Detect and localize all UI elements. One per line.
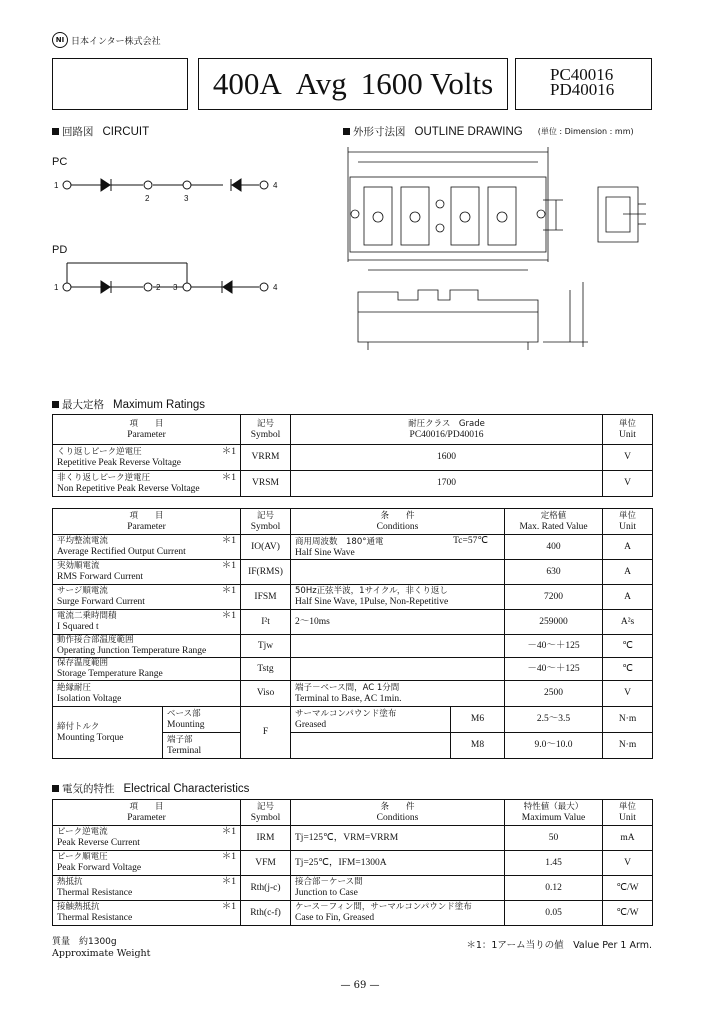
bullet-square-icon [52,785,59,792]
cond-jp: 端子－ベース間，AC 1分間 [295,682,400,693]
header-unit-jp: 単位 [619,510,637,521]
param-jp: 締付トルク [57,721,100,732]
param-jp: 非くり返しピーク逆電圧 [57,472,151,483]
unit-cell: ℃ [603,635,653,658]
header-sym-en: Symbol [250,812,281,823]
electrical-title-en: Electrical Characteristics [123,782,250,795]
page-number: — 69 — [340,980,380,991]
part-number-1: PC40016 [550,65,614,84]
param-en: Thermal Resistance [57,888,133,898]
footnote-mark: ＊1 [221,536,237,546]
pc-pin4-label: 4 [273,181,278,190]
header-unit-jp: 単位 [618,801,636,812]
unit-cell: ℃/W [603,876,653,901]
table-row [53,681,653,707]
outline-title-en: OUTLINE DRAWING [414,125,523,138]
footnote-mark: ＊1 [221,902,236,912]
param-en: Peak Forward Voltage [57,863,142,873]
table-row [53,445,653,471]
symbol-cell: IRM [241,826,291,851]
cond-cell: Tj=125℃，VRM=VRRM [291,826,505,851]
table-row [53,658,653,681]
value-cell: 2500 [505,681,603,707]
symbol-cell: VRSM [241,471,291,497]
header-val-jp: 特性値（最大） [523,801,584,812]
torque-m6-label: M6 [451,707,505,733]
cond-jp: 接合部－ケース間 [295,877,363,887]
header-param-en: Parameter [127,521,166,532]
header-sym-en: Symbol [250,429,281,440]
table-row [53,560,653,585]
header-param-en: Parameter [127,429,166,440]
header-sym-jp: 記号 [257,510,275,521]
footnote-mark: ＊1 [221,611,237,621]
symbol-cell: IF(RMS) [241,560,291,585]
header-val-jp: 定格値 [540,510,567,521]
pc-pin3-terminal [183,181,191,189]
logo-mark: NI [52,32,68,48]
unit-cell: V [603,851,653,876]
param-en: Non Repetitive Peak Reverse Voltage [57,483,200,494]
param-en: I Squared t [57,622,99,632]
pd-pin1-label: 1 [54,283,59,292]
param-jp: ピーク順電圧 [57,852,108,862]
param-en: Repetitive Peak Reverse Voltage [57,457,181,468]
pd-pin1-terminal [63,283,71,291]
cond-en: Terminal to Base, AC 1min. [295,693,402,704]
rating-avg: Avg [295,66,347,101]
rating-current: 400A [212,66,282,101]
outline-title [343,124,634,139]
table-row [53,535,653,560]
cond-jp: 商用周波数 180°通電 [295,536,384,547]
pd-pin2-terminal [144,283,152,291]
unit-cell: A [603,585,653,610]
value-cell: 0.12 [505,876,603,901]
weight-note [52,936,150,960]
param-en: Operating Junction Temperature Range [57,646,207,656]
pd-pin3-terminal [183,283,191,291]
symbol-cell: F [241,707,291,759]
electrical-table [52,799,653,926]
value-cell: 0.05 [505,901,603,926]
weight-jp: 質量 約1300g [52,937,117,947]
value-cell: 1700 [291,471,603,497]
param-en: Storage Temperature Range [57,669,163,679]
symbol-cell: IFSM [241,585,291,610]
pc-pin2-label: 2 [145,194,150,203]
table-row [53,826,653,851]
value-cell: －40～＋125 [505,635,603,658]
cond-jp: 2～10ms [295,616,330,627]
unit-cell: ℃/W [603,901,653,926]
header-grade-en: PC40016/PD40016 [409,429,484,440]
param-jp: 平均整流電流 [57,536,109,546]
max-ratings-title [52,397,205,412]
header-cond-jp: 条 件 [380,510,415,521]
bullet-square-icon [52,401,59,408]
table-row [53,610,653,635]
footnote: ＊1：1アーム当りの値 Value Per 1 Arm. [466,940,652,951]
bullet-square-icon [343,128,350,135]
part-number-2: PD40016 [550,80,615,99]
unit-cell: mA [603,826,653,851]
param-en: Mounting Torque [57,732,124,743]
value-cell: 50 [505,826,603,851]
outline-drawing [338,142,658,357]
param-jp: 絶縁耐圧 [57,682,92,693]
header-cond-jp: 条 件 [380,801,415,812]
cond-en: Junction to Case [295,888,358,898]
pc-diode2-icon [232,179,241,191]
header-blank-box [52,58,188,110]
footnote-mark: ＊1 [221,586,237,596]
cond-en: Half Sine Wave, 1Pulse, Non-Repetitive [295,597,449,607]
footnote-mark: ＊1 [221,472,236,483]
table-row [53,585,653,610]
header-part-box [515,58,652,110]
pc-pin4-terminal [260,181,268,189]
table-row [53,851,653,876]
torque-term-jp: 端子部 [167,734,193,745]
pd-pin4-terminal [260,283,268,291]
pd-diode1-icon [101,281,110,293]
circuit-title-jp: 回路図 [62,126,94,138]
max-ratings-title-en: Maximum Ratings [113,398,206,411]
param-jp: 動作接合部温度範囲 [57,635,134,645]
symbol-cell: Tstg [241,658,291,681]
company-logo [52,32,161,48]
circuit-schematic [40,165,300,305]
param-en: Isolation Voltage [57,693,122,704]
unit-cell: V [603,681,653,707]
max-ratings-voltage-table [52,414,653,497]
value-cell: 400 [505,535,603,560]
footnote-mark: ＊1 [221,877,236,887]
outline-title-jp: 外形寸法図 [353,126,406,138]
electrical-title-jp: 電気的特性 [62,783,115,795]
param-jp: くり返しピーク逆電圧 [57,446,142,457]
unit-cell: N·m [603,733,653,759]
footnote-mark: ＊1 [221,827,236,837]
symbol-cell: IO(AV) [241,535,291,560]
value-cell: 1600 [291,445,603,471]
symbol-cell: Rth(j-c) [241,876,291,901]
header-sym-jp: 記号 [256,801,274,812]
symbol-cell: VFM [241,851,291,876]
header-val-en: Max. Rated Value [519,521,588,532]
header-param-jp: 項 目 [129,418,164,429]
param-jp: 電流二乗時間積 [57,611,117,621]
param-jp: ピーク逆電流 [57,827,108,837]
torque-term-en: Terminal [167,745,202,756]
pd-pin4-label: 4 [273,283,278,292]
value-cell: －40～＋125 [505,658,603,681]
max-ratings-table [52,508,653,759]
torque-m8-label: M8 [451,733,505,759]
cond-tc: Tc=57℃ [453,535,489,546]
value-cell: 2.5～3.5 [505,707,603,733]
table-header-row [53,800,653,826]
circuit-title [52,124,149,139]
table-row [53,635,653,658]
table-header-row [53,415,653,445]
value-cell: 259000 [505,610,603,635]
torque-mount-jp: ベース部 [167,708,201,719]
cond-jp: サーマルコンパウンド塗布 [295,708,397,719]
bullet-square-icon [52,128,59,135]
cond-cell: Tj=25℃，IFM=1300A [291,851,505,876]
torque-mount-en: Mounting [167,719,205,730]
header-cond-en: Conditions [376,521,419,532]
outline-unit-note: (単位 : Dimension : mm) [537,127,634,136]
unit-cell: ℃ [603,658,653,681]
unit-cell: A [603,560,653,585]
param-en: RMS Forward Current [57,572,144,582]
table-row-torque-mounting [53,707,653,733]
header-param-jp: 項 目 [129,801,164,812]
pd-label: PD [52,244,68,256]
param-jp: 保存温度範囲 [57,658,109,668]
footnote-mark: ＊1 [221,446,236,457]
table-row [53,471,653,497]
header-unit-en: Unit [619,521,636,532]
symbol-cell: Tjw [241,635,291,658]
param-en: Peak Reverse Current [57,838,140,848]
unit-cell: A [603,535,653,560]
header-rating-box [198,58,508,110]
table-row [53,901,653,926]
param-en: Average Rectified Output Current [57,547,186,557]
electrical-title [52,781,249,796]
unit-cell: A²s [603,610,653,635]
rating-voltage: 1600 Volts [360,66,494,101]
value-cell: 7200 [505,585,603,610]
cond-en: Greased [295,719,327,730]
table-header-row [53,509,653,535]
circuit-title-en: CIRCUIT [102,125,150,138]
param-jp: 熱抵抗 [57,877,83,887]
pc-pin1-label: 1 [54,181,59,190]
cond-en: Half Sine Wave [295,547,355,558]
symbol-cell: I²t [241,610,291,635]
max-ratings-title-jp: 最大定格 [62,399,104,411]
cond-en: Case to Fin, Greased [295,913,375,923]
symbol-cell: VRRM [241,445,291,471]
table-row [53,876,653,901]
value-cell: 630 [505,560,603,585]
weight-en: Approximate Weight [52,948,151,959]
pc-diode1-icon [101,179,110,191]
pc-label: PC [52,156,68,168]
header-unit-jp: 単位 [618,418,636,429]
header-param-jp: 項 目 [129,510,164,521]
value-cell: 1.45 [505,851,603,876]
pc-pin1-terminal [63,181,71,189]
unit-cell: V [603,445,653,471]
param-en: Thermal Resistance [57,913,133,923]
param-jp: サージ順電流 [57,586,108,596]
header-val-en: Maximum Value [521,812,586,823]
header-param-en: Parameter [127,812,166,823]
symbol-cell: Rth(c-f) [241,901,291,926]
param-jp: 実効順電流 [57,561,100,571]
header-unit-en: Unit [619,429,636,440]
param-jp: 接触熱抵抗 [57,902,100,912]
unit-cell: N·m [603,707,653,733]
value-cell: 9.0～10.0 [505,733,603,759]
pd-pin2-label: 2 [156,283,161,292]
header-grade-jp: 耐圧クラス Grade [408,418,485,429]
unit-cell: V [603,471,653,497]
company-name: 日本インター株式会社 [71,36,161,47]
cond-jp: 50Hz正弦半波，1サイクル，非くり返し [295,586,448,596]
footnote-mark: ＊1 [221,852,236,862]
cond-jp: ケース－フィン間，サーマルコンパウンド塗布 [295,902,472,912]
header-sym-jp: 記号 [256,418,274,429]
header-sym-en: Symbol [250,521,281,532]
pc-pin2-terminal [144,181,152,189]
param-en: Surge Forward Current [57,597,145,607]
pd-diode2-icon [223,281,232,293]
header-cond-en: Conditions [376,812,419,823]
footnote-mark: ＊1 [221,561,237,571]
header-unit-en: Unit [619,812,636,823]
symbol-cell: Viso [241,681,291,707]
pd-pin3-label: 3 [173,283,178,292]
pc-pin3-label: 3 [184,194,189,203]
